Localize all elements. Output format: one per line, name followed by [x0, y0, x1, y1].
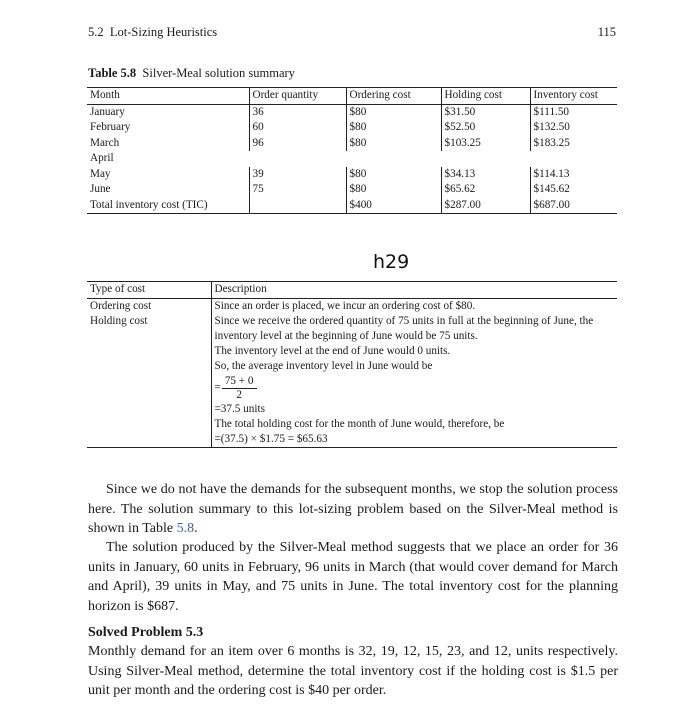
- table-row: [87, 182, 617, 198]
- handwritten-tag: h29: [373, 251, 410, 273]
- desc-line: So, the average inventory level in June would be: [214, 360, 433, 372]
- table-row: [87, 151, 617, 167]
- fraction-denominator: 2: [236, 389, 242, 401]
- cell: May: [90, 167, 111, 180]
- cell: $34.13: [441, 167, 530, 183]
- table-row: [87, 104, 617, 120]
- table-row: [87, 167, 617, 183]
- fraction-numerator: 75 + 0: [222, 374, 257, 389]
- cell: 75: [249, 182, 346, 198]
- cell: 96: [249, 136, 346, 152]
- cell: [530, 151, 617, 167]
- cost-description-table: [87, 281, 617, 448]
- table-row: [87, 136, 617, 152]
- cell: 39: [249, 167, 346, 183]
- fraction-equation: = $\frac{75 + 0}{2}$: [215, 374, 615, 402]
- table-header-row: [87, 88, 617, 105]
- page-number: 115: [597, 25, 616, 39]
- cell: $145.62: [530, 182, 617, 198]
- cell: Holding cost: [90, 315, 148, 327]
- cell: $287.00: [441, 198, 530, 214]
- cell: $132.50: [530, 120, 617, 136]
- table-row: [87, 120, 617, 136]
- table-header-row: [87, 282, 617, 299]
- cell: $687.00: [530, 198, 617, 214]
- cell: $400: [346, 198, 441, 214]
- paragraph-text: Since we do not have the demands for the subsequent months, we stop the solution process here. The solution summary to this lot-sizing problem based on the Silver-Meal method is shown in Table: [88, 482, 618, 536]
- cell: $103.25: [441, 136, 530, 152]
- cell: [249, 198, 346, 214]
- cell: April: [90, 152, 114, 164]
- table-total-row: [87, 198, 617, 214]
- silver-meal-summary-table: [87, 87, 617, 214]
- desc-line: The total holding cost for the month of June would, therefore, be: [214, 418, 505, 430]
- cell: $65.62: [441, 182, 530, 198]
- table-title: Silver-Meal solution summary: [142, 66, 295, 80]
- column-header: Order quantity: [249, 88, 346, 105]
- body-paragraph: [88, 538, 618, 616]
- cell: $80: [346, 167, 441, 183]
- table-row: [87, 314, 617, 448]
- running-header: 5.2 Lot-Sizing Heuristics: [88, 25, 218, 39]
- column-header: Type of cost: [90, 283, 146, 295]
- solved-problem-text: Monthly demand for an item over 6 months is 32, 19, 12, 15, 23, and 12, units respectively. Using Silver-Meal method, determine the total inventory cost if the holding cost is $1.5 per unit per month and the ordering cost is $40 per order.: [88, 644, 618, 698]
- cell: June: [90, 183, 111, 195]
- cell: $80: [346, 120, 441, 136]
- cell: [441, 151, 530, 167]
- solved-problem-title: Solved Problem 5.3: [88, 625, 204, 640]
- desc-line: =37.5 units: [214, 403, 265, 415]
- cell: March: [90, 136, 120, 149]
- cell: $80: [346, 104, 441, 120]
- cell: $80: [346, 136, 441, 152]
- cell: January: [90, 105, 125, 118]
- cell: Ordering cost: [90, 299, 152, 312]
- body-paragraph: [88, 480, 618, 539]
- cell: [346, 151, 441, 167]
- desc-line: =(37.5) × $1.75 = $65.63: [214, 433, 328, 445]
- paragraph-text: The solution produced by the Silver-Meal method suggests that we place an order for 36 units in January, 60 units in February, 96 units in March (that would cover demand for March and April), 39 units in May, and 75 units in June. The total inventory cost for the planning horizon is $687.: [88, 540, 618, 614]
- holding-description: [211, 314, 617, 448]
- cell: 36: [249, 104, 346, 120]
- desc-line: The inventory level at the end of June would 0 units.: [214, 345, 451, 357]
- cell: $80: [346, 182, 441, 198]
- column-header: Description: [211, 282, 617, 299]
- fraction: [222, 374, 257, 402]
- cell: $111.50: [530, 104, 617, 120]
- table-reference-link[interactable]: 5.8: [176, 521, 195, 536]
- table-label: Table 5.8: [88, 66, 137, 80]
- table-caption: [88, 66, 295, 81]
- cell: Total inventory cost (TIC): [90, 198, 208, 211]
- cell: $114.13: [530, 167, 617, 183]
- column-header: Month: [90, 89, 120, 101]
- table-row: [87, 298, 617, 314]
- cell: [249, 151, 346, 167]
- cell: $183.25: [530, 136, 617, 152]
- desc-line: Since we receive the ordered quantity of 75 units in full at the beginning of June, the inventory level at the beginning of June would be 75 units.: [214, 315, 594, 342]
- cell: February: [90, 121, 131, 133]
- column-header: Ordering cost: [346, 88, 441, 105]
- column-header: Inventory cost: [530, 88, 617, 105]
- cell: $31.50: [441, 104, 530, 120]
- column-header: Holding cost: [441, 88, 530, 105]
- paragraph-end: .: [194, 521, 198, 536]
- cell: $52.50: [441, 120, 530, 136]
- cell: Since an order is placed, we incur an ordering cost of $80.: [211, 298, 617, 314]
- cell: 60: [249, 120, 346, 136]
